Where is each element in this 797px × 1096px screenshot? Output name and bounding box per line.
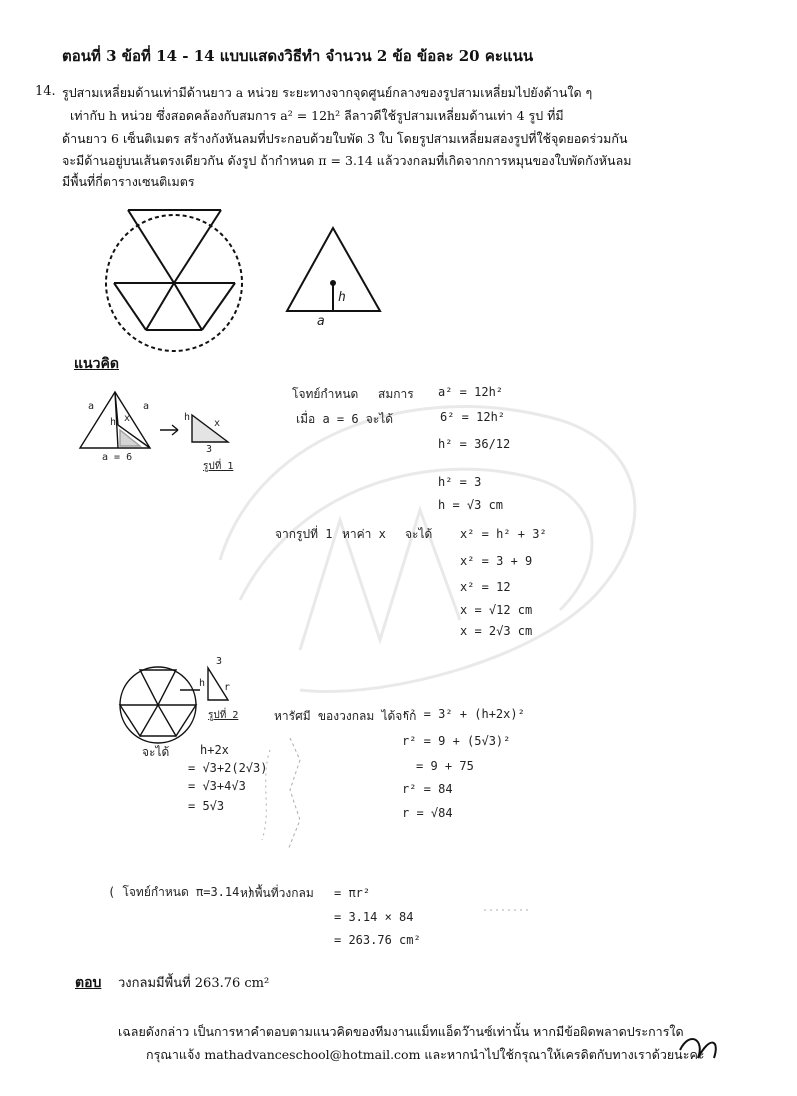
question-line: มีพื้นที่กี่ตารางเซนติเมตร — [62, 174, 195, 189]
x-step: x = 2√3 cm — [460, 624, 533, 638]
fig1-small-x: x — [214, 418, 221, 429]
solution-heading: แนวคิด — [74, 356, 119, 372]
solution-triangle-figure — [80, 392, 228, 448]
given-equation: a² = 12h² — [438, 385, 504, 399]
area-step: = 3.14 × 84 — [334, 910, 414, 924]
x-step: x = √12 cm — [460, 603, 533, 617]
answer-text: วงกลมมีพื้นที่ 263.76 cm² — [118, 976, 270, 991]
page-header: ตอนที่ 3 ข้อที่ 14 - 14 แบบแสดงวิธีทำ จำนวน 2 ข้อ ข้อละ 20 คะแนน — [62, 47, 534, 65]
h-step: h² = 36/12 — [438, 437, 511, 451]
substitution-label: เมื่อ a = 6 จะได้ — [296, 412, 394, 426]
r-step: r² = 9 + (5√3)² — [402, 734, 511, 748]
x-step: x² = h² + 3² — [460, 527, 547, 541]
question-number: 14. — [35, 84, 56, 99]
fig2-label-3: 3 — [216, 656, 223, 667]
find-x-label: หาค่า x — [342, 527, 386, 541]
watermark — [220, 407, 635, 692]
fig1-caption: รูปที่ 1 — [203, 461, 234, 472]
question-line: ด้านยาว 6 เซ็นติเมตร สร้างกังหันลมที่ประกอบด้วยใบพัด 3 ใบ โดยรูปสามเหลี่ยมสองรูปที่ใช้จุดยอดร่วมกัน — [62, 131, 628, 146]
fig1-a-right: a — [143, 401, 150, 412]
fig1-small-h: h — [184, 412, 191, 423]
x-step: x² = 12 — [460, 580, 511, 594]
fig1-base: a = 6 — [102, 452, 133, 463]
h-step: h² = 3 — [438, 475, 482, 489]
r-step: r = √84 — [402, 806, 453, 820]
substitution-equation: 6² = 12h² — [440, 410, 506, 424]
question-line: จะมีด้านอยู่บนเส้นตรงเดียวกัน ดังรูป ถ้ากำหนด π = 3.14 แล้ววงกลมที่เกิดจากการหมุนของใบพัดกังหันลม — [62, 153, 632, 168]
fig-label-h: h — [338, 290, 346, 305]
from-fig1-label: จากรูปที่ 1 — [275, 527, 333, 541]
fig-label-a: a — [317, 314, 325, 329]
fig2-caption: รูปที่ 2 — [208, 710, 239, 721]
area-label: หาพื้นที่วงกลม — [240, 886, 314, 900]
fig1-small-3: 3 — [206, 444, 213, 455]
x-step: x² = 3 + 9 — [460, 554, 533, 568]
r-step: r² = 3² + (h+2x)² — [402, 707, 525, 721]
footer-line: เฉลยดังกล่าว เป็นการหาคำตอบตามแนวคิดของทีมงานแม็ทแอ็ดว๊านซ์เท่านั้น หากมีข้อผิดพลาดประการใด — [118, 1024, 684, 1039]
triangle-figure — [287, 228, 380, 311]
h2x-expr: h+2x — [200, 743, 229, 757]
h-step: h = √3 cm — [438, 498, 504, 512]
question-line: รูปสามเหลี่ยมด้านเท่ามีด้านยาว a หน่วย ระยะทางจากจุดศูนย์กลางของรูปสามเหลี่ยมไปยังด้านใด ๆ — [62, 85, 593, 100]
given-equation-label: สมการ — [378, 387, 414, 401]
footer-line: กรุณาแจ้ง mathadvanceschool@hotmail.com และหากนำไปใช้กรุณาให้เครดิตกับทางเราด้วยนะคะ — [146, 1047, 705, 1062]
r-step: r² = 84 — [402, 782, 453, 796]
windmill-figure — [106, 210, 242, 351]
r-step: = 9 + 75 — [416, 759, 474, 773]
fig2-label-h: h — [199, 678, 206, 689]
fig1-h: h — [110, 417, 117, 428]
fig2-label-r: r — [224, 682, 231, 693]
fig1-x: x — [124, 413, 131, 424]
answer-label: ตอบ — [75, 975, 102, 991]
h2x-step: = 5√3 — [188, 799, 225, 813]
h2x-step: = √3+2(2√3) — [188, 761, 268, 775]
h2x-step: = √3+4√3 — [188, 779, 246, 793]
solution-circle-figure — [120, 667, 231, 743]
question-line: เท่ากับ h หน่วย ซึ่งสอดคล้องกับสมการ a² = 12h² ลีลาวดีใช้รูปสามเหลี่ยมด้านเท่า 4 รูป ที่มี — [70, 108, 564, 123]
then-label: จะได้ — [405, 527, 433, 541]
h2x-label: จะได้ — [142, 745, 170, 759]
area-given: ( โจทย์กำหนด π=3.14 ) — [108, 885, 254, 899]
area-step: = πr² — [334, 886, 371, 900]
radius-intro: หารัศมี ของวงกลม ได้จาก — [274, 709, 417, 723]
area-step: = 263.76 cm² — [334, 933, 421, 947]
fig1-a-left: a — [88, 401, 95, 412]
given-label: โจทย์กำหนด — [292, 387, 359, 401]
